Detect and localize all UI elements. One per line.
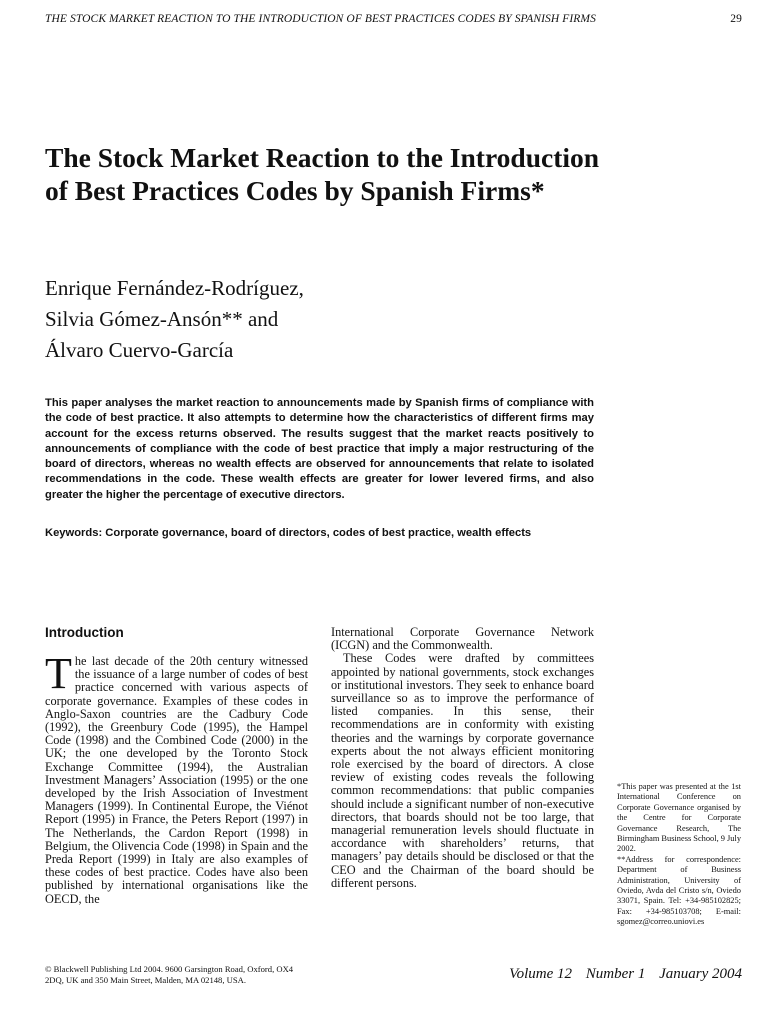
copyright-line-1: © Blackwell Publishing Ltd 2004. 9600 Garsington Road, Oxford, OX4 [45,964,294,974]
paragraph-codes: These Codes were drafted by committees appointed by national governments, stock exchanges or institutional investors. They seek to enhance board surveillance so as to improve the performance of listed companies. In this sense, their recommendations are in conformity with existing theories and the warnings by corporate governance experts about the not always efficient monitoring role exercised by the board of directors. A close review of existing codes reveals the following common recommendations: that public companies should include a significant number of non-executive directors, that boards should not be too large, that managerial remuneration levels should fluctuate in accordance with shareholders’ returns, that managers’ pay details should be disclosed or that the CEO and the Chairman of the board should be different persons. [331,651,594,890]
dropcap-letter: T [45,649,72,698]
author-list [45,273,545,366]
footnote-correspondence: **Address for correspondence: Department of Business Administration, University of Oviedo, Avda del Cristo s/n, Oviedo 33071, Spain. Tel: +34-985102825; Fax: +34-985103708; E-mail: sgomez@correo.uniovi.es [617,854,741,927]
running-header [45,13,742,25]
page-number: 29 [730,13,742,25]
issue-number: Number 1 [585,966,646,982]
body-column-right [331,626,594,890]
paragraph-continued: International Corporate Governance Network (ICGN) and the Commonwealth. [331,625,594,653]
section-heading: Introduction [45,625,124,640]
running-title: THE STOCK MARKET REACTION TO THE INTRODUCTION OF BEST PRACTICES CODES BY SPANISH FIRMS [45,13,596,25]
author-2: Silvia Gómez-Ansón** and [45,307,279,331]
issue-info [509,966,742,983]
copyright-line-2: 2DQ, UK and 350 Main Street, Malden, MA 02148, USA. [45,975,246,985]
copyright-notice [45,964,365,986]
body-column-left [45,624,308,906]
volume: Volume 12 [509,966,572,982]
article-title: The Stock Market Reaction to the Introduction of Best Practices Codes by Spanish Firms* [45,142,600,206]
intro-paragraph [45,649,308,906]
author-1: Enrique Fernández-Rodríguez, [45,276,304,300]
abstract: This paper analyses the market reaction to announcements made by Spanish firms of compliance with the code of best practice. It also attempts to determine how the characteristics of different firms may account for the excess returns observed. The results suggest that the market reacts positively to announcements of compliance with the code of best practice that imply a major restructuring of the board of directors, whereas no wealth effects are observed for announcements that relate to isolated recommendations in the code. These wealth effects are greater for lower levered firms, and also greater the higher the percentage of executive directors. [45,397,594,501]
issue-date: January 2004 [659,966,742,982]
footnote-presentation: *This paper was presented at the 1st International Conference on Corporate Governance organised by the Centre for Corporate Governance Research, The Birmingham Business School, 9 July 2002. [617,782,742,854]
footnotes [617,782,741,928]
intro-text: he last decade of the 20th century witnessed the issuance of a large number of codes of best practice concerned with various aspects of corporate governance. Examples of these codes in Anglo-Saxon countries are the Cadbury Code (1992), the Greenbury Code (1995), the Hampel Code (1998) and the Combined Code (2000) in the UK; the one developed by the Toronto Stock Exchange Committee (1994), the Australian Investment Managers’ Association (1995) or the one developed by the Irish Association of Investment Managers (1999). In Continental Europe, the Viénot Report (1995) in France, the Peters Report (1997) in The Netherlands, the Cardon Report (1998) in Belgium, the Olivencia Code (1998) in Spain and the Preda Report (1999) in Italy are also examples of these codes of best practice. Codes have also been published by international organisations like the OECD, the [45,654,308,906]
keywords: Keywords: Corporate governance, board of directors, codes of best practice, wealth effects [45,527,532,539]
author-3: Álvaro Cuervo-García [45,338,234,362]
